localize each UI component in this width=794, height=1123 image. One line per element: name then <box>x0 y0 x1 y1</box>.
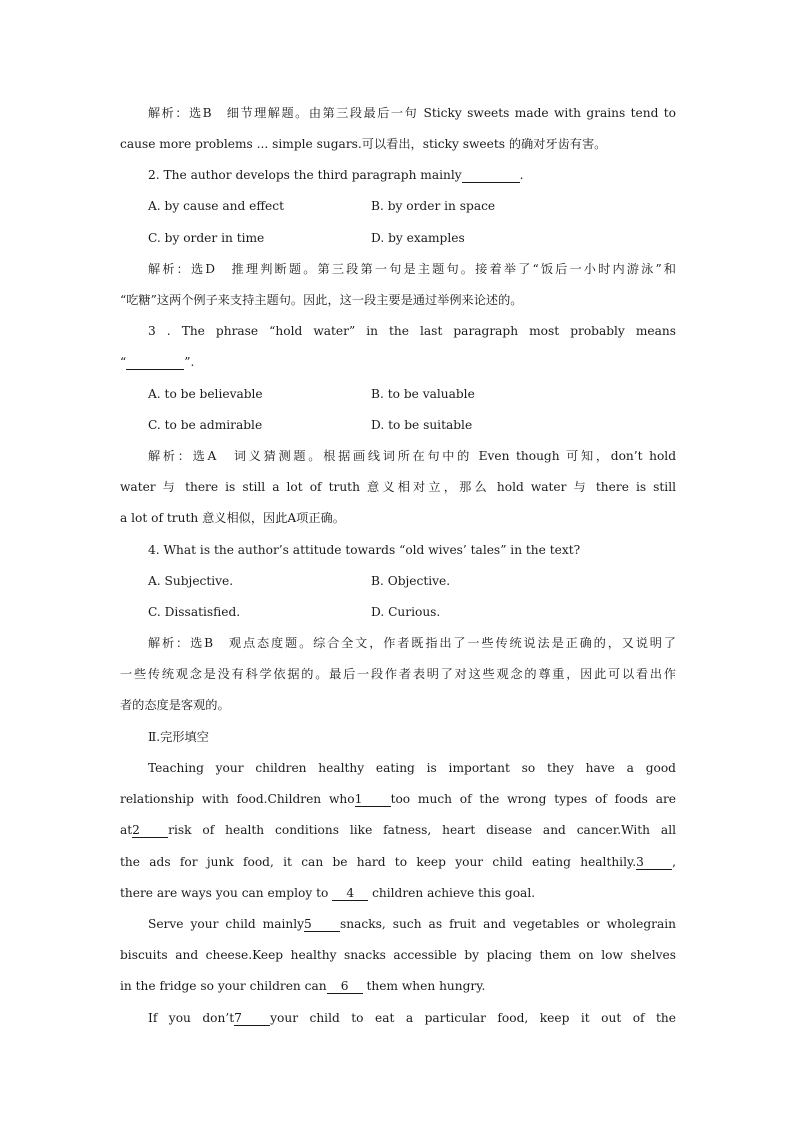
section-heading: Ⅱ.完形填空 <box>148 730 209 744</box>
q2-analysis-line2: “吃糖”这两个例子来支持主题句。因此，这一段主要是通过举例来论述的。 <box>120 293 523 307</box>
cloze-text: risk of health conditions like fatness, heart disease and cancer.With all <box>168 823 676 837</box>
q2-option-a: A. by cause and effect <box>148 199 284 213</box>
cloze-blank-1: 1 <box>355 792 391 807</box>
cloze-text: children achieve this goal. <box>372 886 536 900</box>
q4-option-c: C. Dissatisfied. <box>148 605 241 619</box>
q3-stem-line1: 3 . The phrase “hold water” in the last paragraph most probably means <box>148 324 676 338</box>
q4-analysis-line3: 者的态度是客观的。 <box>120 698 230 712</box>
q3-option-a: A. to be believable <box>148 387 263 401</box>
q3-option-d: D. to be suitable <box>371 418 473 432</box>
cloze-blank-4: 4 <box>332 886 368 901</box>
q2-stem <box>148 167 524 183</box>
q2-option-c: C. by order in time <box>148 231 265 245</box>
cloze-p2-line3 <box>120 978 485 994</box>
q2-stem-text: 2. The author develops the third paragraph mainly <box>148 168 462 182</box>
cloze-blank-2: 2 <box>132 823 168 838</box>
cloze-p1-line1: Teaching your children healthy eating is important so they have a good <box>148 761 676 775</box>
q4-option-d: D. Curious. <box>371 605 441 619</box>
cloze-p3-line1 <box>148 1010 676 1026</box>
q4-option-a: A. Subjective. <box>148 574 234 588</box>
q2-option-d: D. by examples <box>371 231 465 245</box>
cloze-blank-7: 7 <box>234 1011 270 1026</box>
q4-analysis-line2: 一些传统观念是没有科学依据的。最后一段作者表明了对这些观念的尊重，因此可以看出作 <box>120 667 676 681</box>
cloze-text: , <box>672 855 676 869</box>
cloze-text: If you don’t <box>148 1011 235 1025</box>
q2-answer-blank <box>462 168 520 183</box>
q3-stem-line2 <box>120 354 194 370</box>
q3-analysis-line2: water 与 there is still a lot of truth 意义相对立，那么 hold water 与 there is still <box>120 480 676 494</box>
q3-analysis-line1: 解析：选A 词义猜测题。根据画线词所在句中的 Even though 可知，don’t hold <box>148 449 676 463</box>
cloze-p1-line5 <box>120 885 535 901</box>
cloze-text: there are ways you can employ to <box>120 886 329 900</box>
cloze-text: the ads for junk food, it can be hard to keep your child eating healthily. <box>120 855 637 869</box>
q4-option-b: B. Objective. <box>371 574 451 588</box>
cloze-text: relationship with food.Children who <box>120 792 355 806</box>
cloze-p1-line4 <box>120 854 676 870</box>
cloze-p2-line1 <box>148 916 676 932</box>
cloze-text: your child to eat a particular food, keep it out of the <box>270 1011 676 1025</box>
q3-close-quote: ”. <box>184 355 195 369</box>
q3-option-c: C. to be admirable <box>148 418 263 432</box>
q2-analysis-line1: 解析：选D 推理判断题。第三段第一句是主题句。接着举了“饭后一小时内游泳”和 <box>148 262 676 276</box>
cloze-text: too much of the wrong types of foods are <box>390 792 676 806</box>
cloze-text: Serve your child mainly <box>148 917 305 931</box>
cloze-blank-6: 6 <box>327 979 363 994</box>
q1-analysis-line2: cause more problems ... simple sugars.可以看出，sticky sweets 的确对牙齿有害。 <box>120 137 607 151</box>
cloze-text: at <box>120 823 133 837</box>
q4-analysis-line1: 解析：选B 观点态度题。综合全文，作者既指出了一些传统说法是正确的，又说明了 <box>148 636 676 650</box>
q1-analysis-line1: 解析：选B 细节理解题。由第三段最后一句 Sticky sweets made with grains tend to <box>148 106 676 120</box>
q3-analysis-line3: a lot of truth 意义相似，因此A项正确。 <box>120 511 345 525</box>
q4-stem: 4. What is the author’s attitude towards “old wives’ tales” in the text? <box>148 543 581 557</box>
cloze-p1-line3 <box>120 822 676 838</box>
cloze-text: snacks, such as fruit and vegetables or wholegrain <box>340 917 676 931</box>
cloze-blank-3: 3 <box>636 855 672 870</box>
q3-open-quote: “ <box>120 355 127 369</box>
q2-stem-end: . <box>519 168 524 182</box>
cloze-text: them when hungry. <box>366 979 486 993</box>
cloze-text: in the fridge so your children can <box>120 979 327 993</box>
q3-answer-blank <box>126 355 184 370</box>
q3-option-b: B. to be valuable <box>371 387 475 401</box>
q2-option-b: B. by order in space <box>371 199 496 213</box>
cloze-p2-line2: biscuits and cheese.Keep healthy snacks accessible by placing them on low shelves <box>120 948 676 962</box>
cloze-blank-5: 5 <box>304 917 340 932</box>
cloze-p1-line2 <box>120 791 676 807</box>
